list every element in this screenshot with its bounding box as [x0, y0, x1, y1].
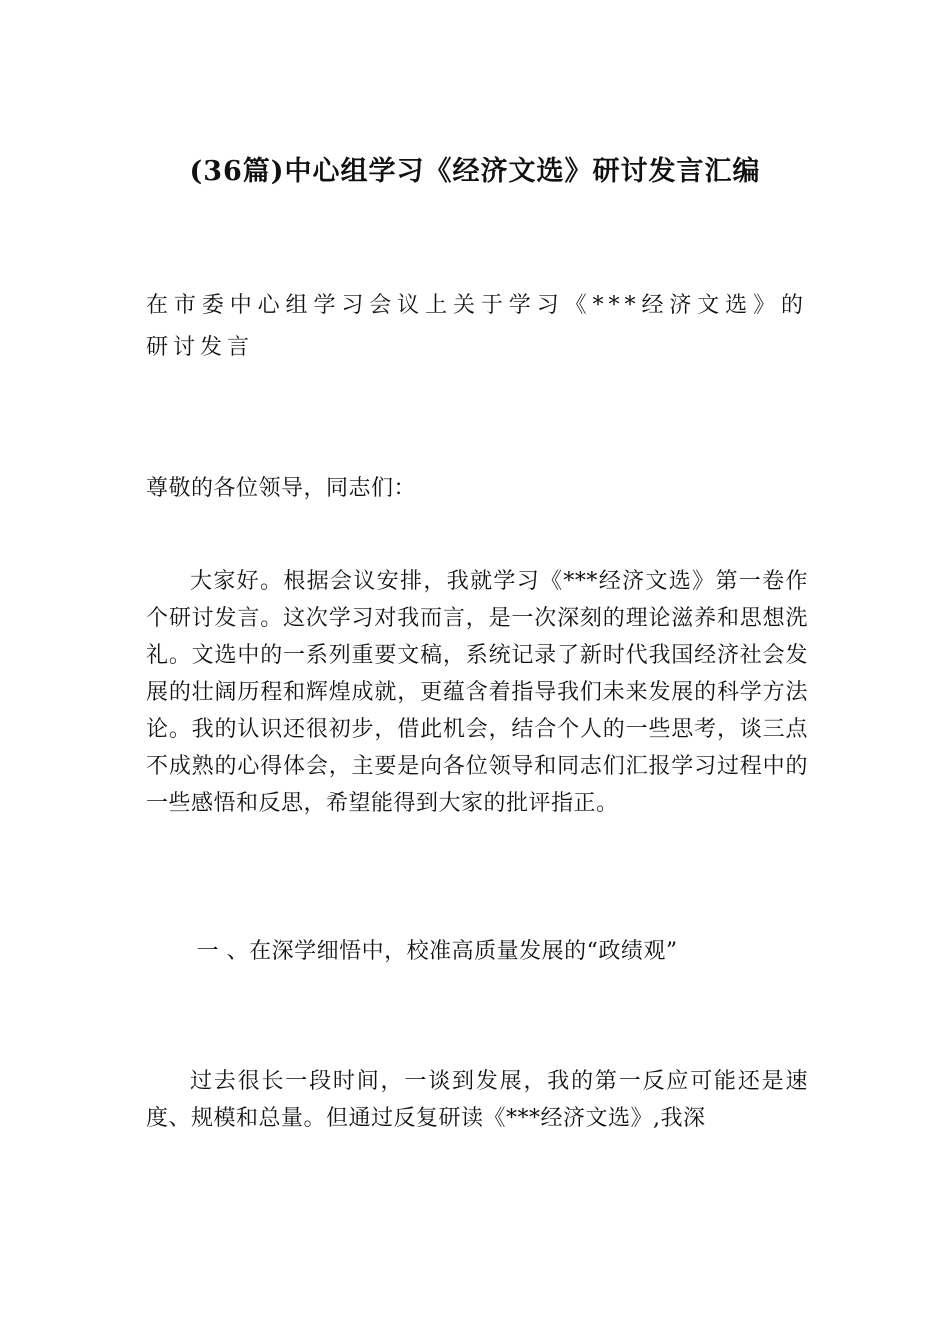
- speech-title: 在市委中心组学习会议上关于学习《***经济文选》的研讨发言: [146, 293, 808, 360]
- greeting-line: 尊敬的各位领导，同志们：: [146, 476, 417, 501]
- document-title: (36篇)中心组学习《经济文选》研讨发言汇编: [189, 156, 761, 187]
- section-heading: 一 、在深学细悟中，校准高质量发展的“政绩观”: [196, 939, 678, 964]
- body-paragraph: 过去很长一段时间，一谈到发展，我的第一反应可能还是速度、规模和总量。但通过反复研读《***经济文选》,我深: [146, 1069, 808, 1131]
- body-paragraph: 大家好。根据会议安排，我就学习《***经济文选》第一卷作个研讨发言。这次学习对我而言，是一次深刻的理论滋养和思想洗礼。文选中的一系列重要文稿，系统记录了新时代我国经济社会发展的壮阔历程和辉煌成就，更蕴含着指导我们未来发展的科学方法论。我的认识还很初步，借此机会，结合个人的一些思考，谈三点不成熟的心得体会，主要是向各位领导和同志们汇报学习过程中的一些感悟和反思，希望能得到大家的批评指正。: [146, 569, 808, 816]
